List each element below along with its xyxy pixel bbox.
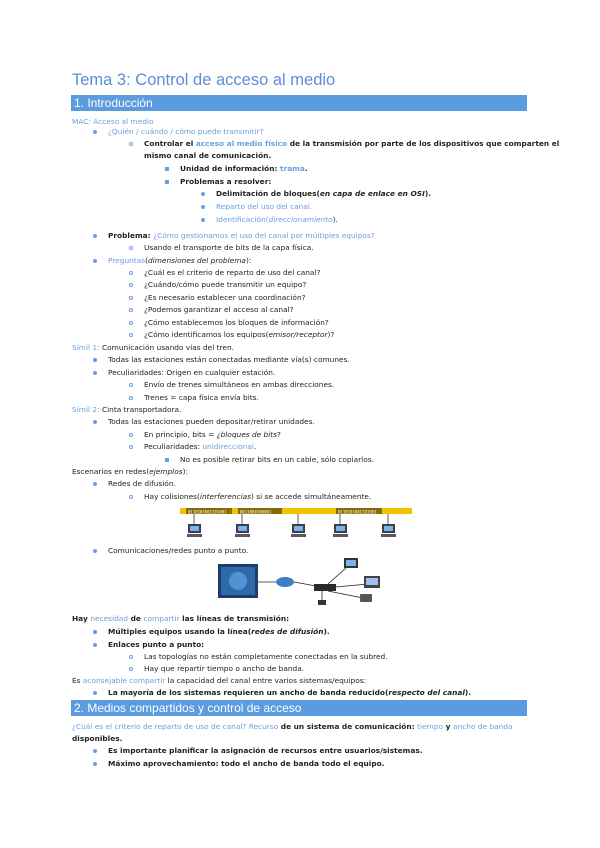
router-icon [276,577,294,587]
text-line: Problema: ¿Cómo gestionamos el uso del canal por múltiples equipos? [108,231,375,240]
bullet-circle-icon [129,495,133,499]
bullet-dot-icon [93,130,97,134]
bullet-dot-icon [93,762,97,766]
page-title: Tema 3: Control de acceso al medio [72,71,336,89]
bullet-dot-icon [93,420,97,424]
text-line: Peculiaridades: Origen en cualquier estación. [108,368,276,377]
bullet-circle-icon [129,333,133,337]
text-line: Redes de difusión. [108,479,176,488]
bullet-circle-icon [129,283,133,287]
computer-icon [187,514,202,537]
bullet-circle-icon [129,396,133,400]
section-heading-2: 2. Medios compartidos y control de acceso [71,700,527,716]
text-line: ¿Cuál es el criterio de reparto de uso del canal? [144,268,321,277]
text-line: Delimitación de bloques(en capa de enlace en OSI). [216,189,432,198]
text-line: La mayoría de los sistemas requieren un ancho de banda reducido(respecto del canal). [108,688,472,697]
text-line: Múltiples equipos usando la línea(redes de difusión). [108,627,330,636]
point-to-point-figure [218,556,388,606]
text-line: Símil 2: Cinta transportadora. [72,405,182,414]
text-line: Escenarios en redes(ejemplos): [72,467,188,476]
text-line: Trenes = capa física envía bits. [144,393,259,402]
computer-icon [381,514,396,537]
bullet-dot-icon [201,218,205,222]
text-line: Es importante planificar la asignación de recursos entre usuarios/sistemas. [108,746,423,755]
text-line: Las topologías no están completamente conectadas en la subred. [144,652,388,661]
text-line: Hay colisiones(interferencias) si se accede simultáneamente. [144,492,372,501]
bullet-dot-icon [93,371,97,375]
computer-icon [235,514,250,537]
bullet-dot-icon [93,549,97,553]
bullet-circle-icon [129,383,133,387]
text-line: Símil 1: Comunicación usando vías del tren. [72,343,234,352]
text-line: ¿Cómo identificamos los equipos(emisor/receptor)? [144,330,335,339]
bullet-dot-icon [93,643,97,647]
text-line: En principio, bits = ¿bloques de bits? [144,430,281,439]
bullet-dot-icon [93,749,97,753]
bullet-circle-icon [129,308,133,312]
bullet-circle-icon [129,433,133,437]
text-line: Peculiaridades: unidireccional. [144,442,257,451]
text-line: ¿Quién / cuándo / cómo puede transmitir? [108,127,264,136]
text-line: Identificación(direccionamiento). [216,215,338,224]
text-line: MAC: Acceso al medio [72,117,154,126]
text-line: Envío de trenes simultáneos en ambas direcciones. [144,380,335,389]
bullet-dot-icon [93,234,97,238]
text-line: ¿Cuál es el criterio de reparto de uso de canal? Recurso de un sistema de comunicación: tiempo y ancho de banda [72,722,513,731]
text-line: Controlar el acceso al medio físico de la transmisión por parte de los dispositivos que comparten el [144,139,560,148]
text-line: ¿Cómo establecemos los bloques de información? [144,318,329,327]
text-line: Máximo aprovechamiento: todo el ancho de banda todo el equipo. [108,759,385,768]
text-line: Hay necesidad de compartir las líneas de transmisión: [72,614,290,623]
bus-network-figure [180,505,412,541]
computer-icon [333,514,348,537]
bullet-circle-icon [129,655,133,659]
text-line: No es posible retirar bits en un cable, sólo copiarlos. [180,455,374,464]
text-line: disponibles. [72,734,123,743]
phone-icon [318,600,326,605]
section-heading-1: 1. Introducción [71,95,527,111]
text-line: Reparto del uso del canal. [216,202,313,211]
bullet-dot-icon [93,691,97,695]
text-line: Todas las estaciones pueden depositar/retirar unidades. [108,417,315,426]
bus-frame-bits: 0011000100001 [240,509,272,515]
bullet-circle-icon [129,142,133,146]
bullet-circle-icon [129,667,133,671]
text-line: ¿Cuándo/cómo puede transmitir un equipo? [144,280,307,289]
switch-icon [314,584,336,591]
phone-icon [360,594,372,602]
bullet-dot-icon [201,192,205,196]
bus-frame-bits: 0110101001101001 [338,509,377,515]
bullet-dot-icon [93,259,97,263]
bullet-circle-icon [129,321,133,325]
text-line: Todas las estaciones están conectadas mediante vía(s) comunes. [108,355,350,364]
text-line: Es aconsejable compartir la capacidad del canal entre varios sistemas/equipos: [72,676,367,685]
text-line: mismo canal de comunicación. [144,151,272,160]
computer-icon [291,514,306,537]
bus-frame-bits: 0110101001101001 [188,509,227,515]
bullet-circle-icon [129,271,133,275]
text-line: Unidad de información: trama. [180,164,308,173]
text-line: Preguntas(dimensiones del problema): [108,256,252,265]
bullet-square-icon [165,458,169,462]
text-line: Comunicaciones/redes punto a punto. [108,546,249,555]
bullet-dot-icon [93,358,97,362]
bullet-dot-icon [93,482,97,486]
bullet-circle-icon [129,246,133,250]
bullet-dot-icon [93,630,97,634]
text-line: ¿Podemos garantizar el acceso al canal? [144,305,294,314]
bullet-square-icon [165,167,169,171]
text-line: Enlaces punto a punto: [108,640,205,649]
text-line: Problemas a resolver: [180,177,272,186]
bullet-square-icon [165,180,169,184]
text-line: ¿Es necesario establecer una coordinación? [144,293,306,302]
bullet-dot-icon [201,205,205,209]
text-line: Usando el transporte de bits de la capa física. [144,243,314,252]
text-line: Hay que repartir tiempo o ancho de banda. [144,664,305,673]
bullet-circle-icon [129,445,133,449]
bullet-circle-icon [129,296,133,300]
